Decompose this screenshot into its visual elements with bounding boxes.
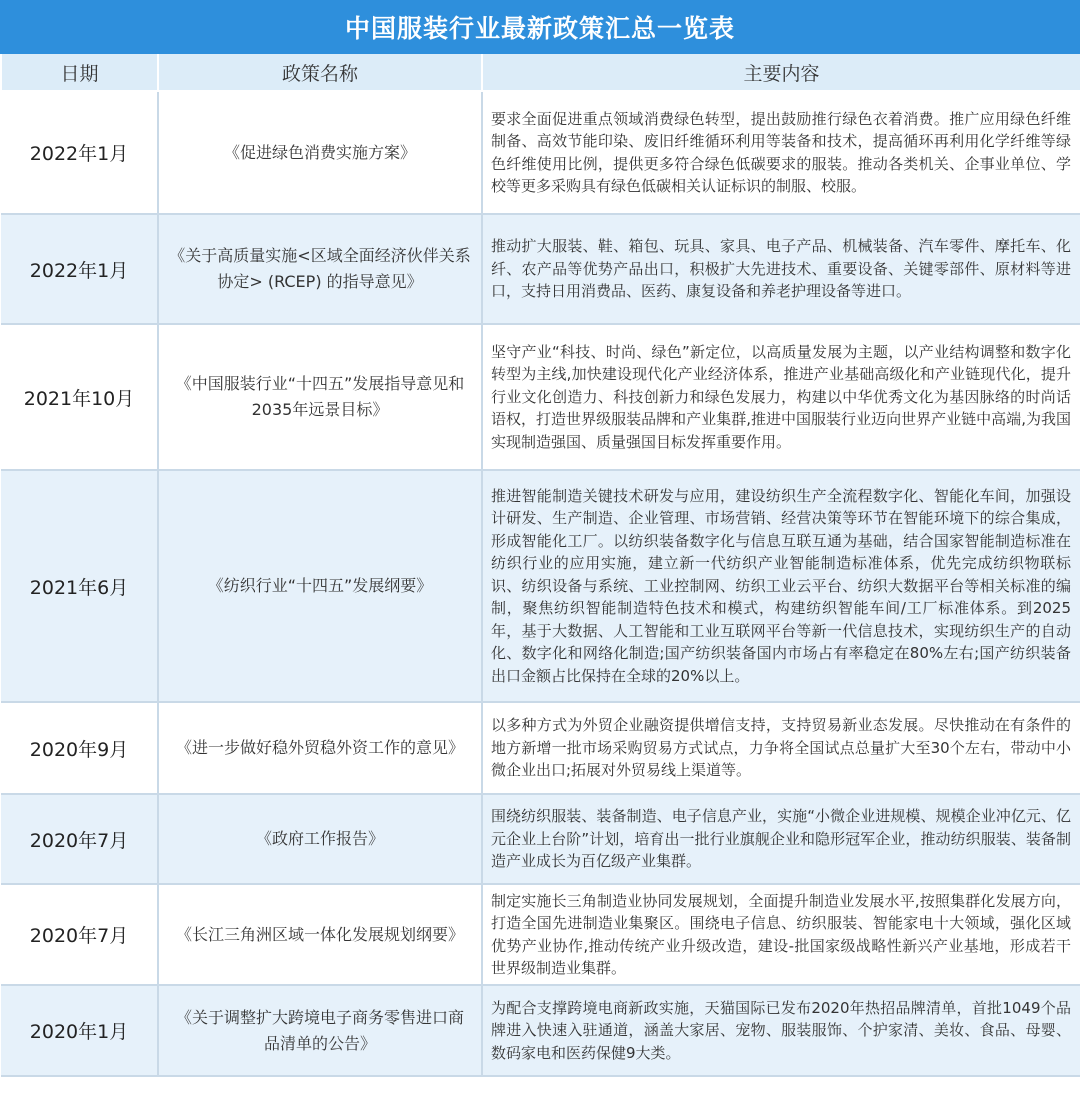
policy-date: 2022年1月 [1,214,158,324]
policy-content: 坚守产业“科技、时尚、绿色”新定位，以高质量发展为主题，以产业结构调整和数字化转型为主线,加快建设现代化产业经济体系，推进产业基础高级化和产业链现代化，提升行业文化创造力、科技创新力和绿色发展力，构建以中华优秀文化为基因脉络的时尚话语权，打造世界级服装品牌和产业集群,推进中国服装行业迈向世界产业链中高端,为我国实现制造强国、质量强国目标发挥重要作用。 [482,324,1080,470]
table-row [1,794,1080,884]
policy-content: 以多种方式为外贸企业融资提供增信支持，支持贸易新业态发展。尽快推动在有条件的地方新增一批市场采购贸易方式试点，力争将全国试点总量扩大至30个左右，带动中小微企业出口;拓展对外贸易线上渠道等。 [482,702,1080,794]
table-row [1,91,1080,214]
table-row [1,702,1080,794]
policy-name: 《关于高质量实施<区域全面经济伙伴关系协定> (RCEP) 的指导意见》 [158,214,482,324]
table-title: 中国服装行业最新政策汇总一览表 [0,0,1080,54]
policy-date: 2020年1月 [1,985,158,1076]
policy-date: 2020年9月 [1,702,158,794]
table-row [1,884,1080,985]
policy-content: 为配合支撑跨境电商新政实施，天猫国际已发布2020年热招品牌清单，首批1049个品牌进入快速入驻通道，涵盖大家居、宠物、服装服饰、个护家清、美妆、食品、母婴、数码家电和医药保健9大类。 [482,985,1080,1076]
policy-date: 2022年1月 [1,91,158,214]
policy-date: 2020年7月 [1,794,158,884]
policy-name: 《进一步做好稳外贸稳外资工作的意见》 [158,702,482,794]
policy-name: 《促进绿色消费实施方案》 [158,91,482,214]
policy-date: 2021年6月 [1,470,158,702]
table-row [1,985,1080,1076]
policy-content: 制定实施长三角制造业协同发展规划，全面提升制造业发展水平,按照集群化发展方向，打造全国先进制造业集聚区。围绕电子信息、纺织服装、智能家电十大领域，强化区域优势产业协作,推动传统产业升级改造，建设-批国家级战略性新兴产业基地，形成若干世界级制造业集群。 [482,884,1080,985]
policy-content: 推进智能制造关键技术研发与应用，建设纺织生产全流程数字化、智能化车间，加强设计研发、生产制造、企业管理、市场营销、经营决策等环节在智能环境下的综合集成，形成智能化工厂。以纺织装备数字化与信息互联互通为基础，结合国家智能制造标准在纺织行业的应用实施，建立新一代纺织产业智能制造标准体系，优先完成纺织物联标识、纺织设备与系统、工业控制网、纺织工业云平台、纺织大数据平台等相关标准的编制，聚焦纺织智能制造特色技术和模式，构建纺织智能车间/工厂标准体系。到2025年，基于大数据、人工智能和工业互联网平台等新一代信息技术，实现纺织生产的自动化、数字化和网络化制造;国产纺织装备国内市场占有率稳定在80%左右;国产纺织装备出口金额占比保持在全球的20%以上。 [482,470,1080,702]
header-date: 日期 [1,54,158,91]
table-row [1,324,1080,470]
policy-name: 《关于调整扩大跨境电子商务零售进口商品清单的公告》 [158,985,482,1076]
policy-date: 2021年10月 [1,324,158,470]
policy-content: 推动扩大服装、鞋、箱包、玩具、家具、电子产品、机械装备、汽车零件、摩托车、化纤、农产品等优势产品出口，积极扩大先进技术、重要设备、关键零部件、原材料等进口，支持日用消费品、医药、康复设备和养老护理设备等进口。 [482,214,1080,324]
policy-date: 2020年7月 [1,884,158,985]
policy-name: 《长江三角洲区域一体化发展规划纲要》 [158,884,482,985]
header-row [1,54,1080,91]
header-main-content: 主要内容 [482,54,1080,91]
table-row [1,214,1080,324]
policy-name: 《中国服装行业“十四五”发展指导意见和2035年远景目标》 [158,324,482,470]
policy-name: 《纺织行业“十四五”发展纲要》 [158,470,482,702]
policy-table [0,54,1080,1077]
policy-name: 《政府工作报告》 [158,794,482,884]
table-row [1,470,1080,702]
policy-content: 要求全面促进重点领域消费绿色转型，提出鼓励推行绿色衣着消费。推广应用绿色纤维制备、高效节能印染、废旧纤维循环利用等装备和技术，提高循环再利用化学纤维等绿色纤维使用比例，提供更多符合绿色低碳要求的服装。推动各类机关、企事业单位、学校等更多采购具有绿色低碳相关认证标识的制服、校服。 [482,91,1080,214]
header-policy-name: 政策名称 [158,54,482,91]
policy-content: 围绕纺织服装、装备制造、电子信息产业，实施“小微企业进规模、规模企业冲亿元、亿元企业上台阶”计划，培育出一批行业旗舰企业和隐形冠军企业，推动纺织服装、装备制造产业成长为百亿级产业集群。 [482,794,1080,884]
